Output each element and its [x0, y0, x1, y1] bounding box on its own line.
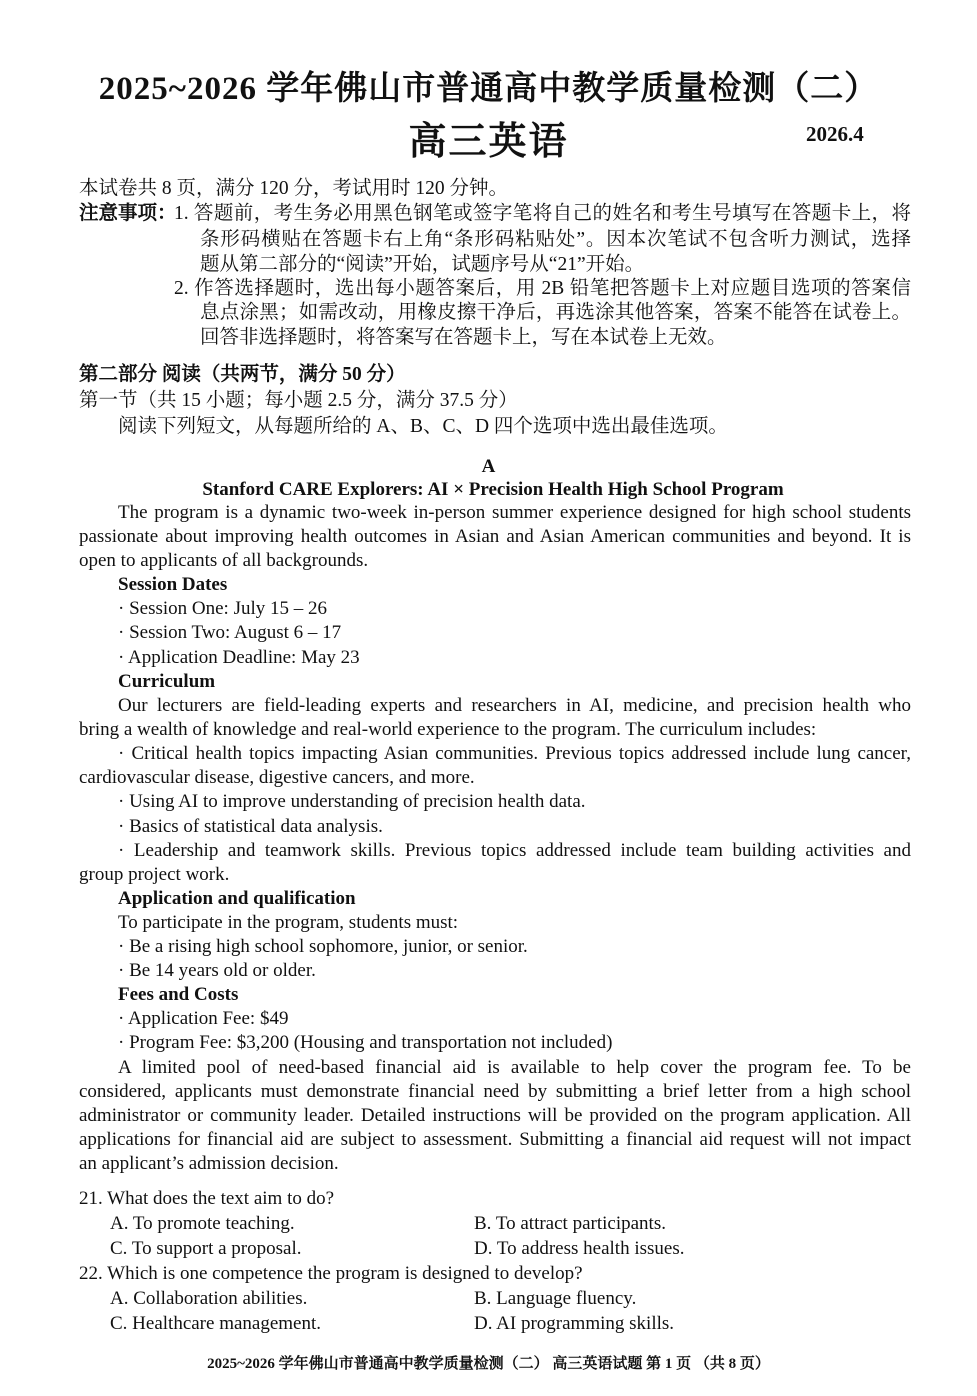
- question-stem: 21. What does the text aim to do?: [79, 1188, 335, 1209]
- answer-option: D. AI programming skills.: [474, 1313, 675, 1334]
- fee-item: · Application Fee: $49: [118, 1008, 289, 1029]
- curriculum-line: bring a wealth of knowledge and real-world experience to the program. The curriculum includes:: [79, 719, 817, 740]
- aid-line: administrator or community leader. Detailed instructions will be provided on the program application. All: [79, 1105, 911, 1126]
- fee-item: · Program Fee: $3,200 (Housing and transportation not included): [118, 1032, 613, 1053]
- subject-title: 高三英语: [408, 121, 569, 163]
- aid-line: considered, applicants must demonstrate financial need by submitting a brief letter from a high school: [79, 1081, 911, 1102]
- curriculum-item: · Leadership and teamwork skills. Previous topics addressed include team building activities and: [118, 840, 911, 861]
- date-item: · Session One: July 15 – 26: [118, 598, 327, 619]
- aid-line: A limited pool of need-based financial aid is available to help cover the program fee. To be: [118, 1057, 911, 1078]
- page-footer: 2025~2026 学年佛山市普通高中教学质量检测（二） 高三英语试题 第 1 页 （共 8 页）: [207, 1356, 770, 1372]
- answer-option: C. Healthcare management.: [110, 1313, 322, 1334]
- curriculum-heading: Curriculum: [118, 671, 216, 692]
- answer-option: C. To support a proposal.: [110, 1238, 302, 1259]
- fees-heading: Fees and Costs: [118, 984, 239, 1005]
- passage-paragraph-line: passionate about improving health outcomes in Asian and Asian American communities and beyond. It is: [79, 526, 911, 547]
- exam-date: 2026.4: [806, 122, 864, 146]
- curriculum-item: · Critical health topics impacting Asian communities. Previous topics addressed include lung cancer,: [118, 743, 911, 764]
- exam-title: 2025~2026 学年佛山市普通高中教学质量检测（二）: [98, 71, 879, 107]
- section-heading: 第二部分 阅读（共两节，满分 50 分）: [79, 364, 406, 385]
- notice-label: 注意事项：: [79, 203, 177, 224]
- date-item: · Application Deadline: May 23: [118, 647, 360, 668]
- answer-option: A. Collaboration abilities.: [110, 1288, 308, 1309]
- notice-line: 题从第二部分的“阅读”开始，试题序号从“21”开始。: [200, 254, 645, 275]
- aid-line: applications for financial aid are subject to assessment. Submitting a financial aid request will not impact: [79, 1129, 911, 1150]
- answer-option: D. To address health issues.: [474, 1238, 685, 1259]
- notice-line: 回答非选择题时，将答案写在答题卡上，写在本试卷上无效。: [200, 327, 727, 348]
- notice-line: 息点涂黑；如需改动，用橡皮擦干净后，再选涂其他答案，答案不能答在试卷上。: [200, 302, 911, 323]
- application-heading: Application and qualification: [118, 888, 356, 909]
- application-item: · Be a rising high school sophomore, junior, or senior.: [118, 936, 528, 957]
- passage-letter: A: [481, 456, 496, 477]
- passage-title: Stanford CARE Explorers: AI × Precision Health High School Program: [202, 479, 784, 500]
- dates-heading: Session Dates: [118, 574, 228, 595]
- answer-option: B. To attract participants.: [474, 1213, 666, 1234]
- curriculum-item: · Using AI to improve understanding of precision health data.: [118, 791, 586, 812]
- answer-option: B. Language fluency.: [474, 1288, 637, 1309]
- date-item: · Session Two: August 6 – 17: [118, 622, 342, 643]
- question-stem: 22. Which is one competence the program is designed to develop?: [79, 1263, 583, 1284]
- answer-option: A. To promote teaching.: [110, 1213, 295, 1234]
- subsection-heading: 第一节（共 15 小题；每小题 2.5 分，满分 37.5 分）: [79, 390, 518, 411]
- application-item: · Be 14 years old or older.: [118, 960, 316, 981]
- notice-line: 1. 答题前，考生务必用黑色钢笔或签字笔将自己的姓名和考生号填写在答题卡上，将: [174, 203, 911, 224]
- curriculum-item: · Basics of statistical data analysis.: [118, 816, 383, 837]
- notice-line: 条形码横贴在答题卡右上角“条形码粘贴处”。因本次笔试不包含听力测试，选择: [200, 229, 911, 250]
- application-intro: To participate in the program, students must:: [118, 912, 459, 933]
- notice-line: 2. 作答选择题时，选出每小题答案后，用 2B 铅笔把答题卡上对应题目选项的答案信: [174, 278, 911, 299]
- curriculum-item: group project work.: [79, 864, 230, 885]
- curriculum-item: cardiovascular disease, digestive cancers, and more.: [79, 767, 475, 788]
- passage-paragraph-line: open to applicants of all backgrounds.: [79, 550, 369, 571]
- exam-summary: 本试卷共 8 页，满分 120 分，考试用时 120 分钟。: [79, 178, 509, 199]
- curriculum-line: Our lecturers are field-leading experts and researchers in AI, medicine, and precision health who: [118, 695, 911, 716]
- aid-line: an applicant’s admission decision.: [79, 1153, 339, 1174]
- section-instruction: 阅读下列短文，从每题所给的 A、B、C、D 四个选项中选出最佳选项。: [118, 416, 728, 437]
- passage-paragraph-line: The program is a dynamic two-week in-person summer experience designed for high school students: [118, 502, 911, 523]
